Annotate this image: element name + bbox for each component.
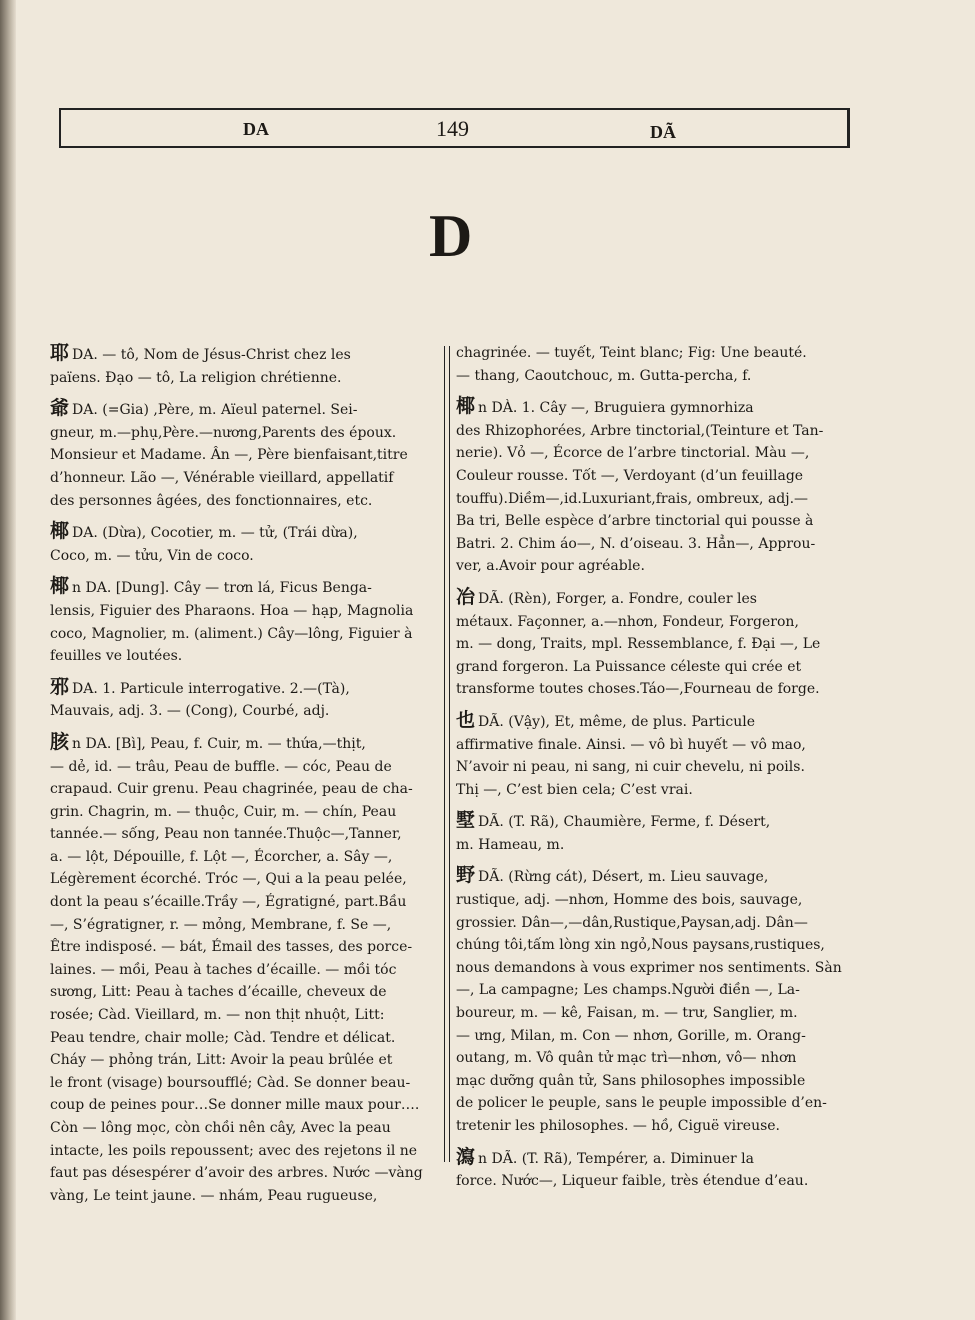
entry-text: outang, m. Vô quân tử mạc trì—nhơn, vô— nhơn xyxy=(456,1050,797,1067)
entry-text: Monsieur et Madame. Ân —, Père bienfaisant,titre xyxy=(50,447,408,464)
dictionary-entry xyxy=(50,342,442,389)
entry-line xyxy=(50,1027,442,1050)
entry-line xyxy=(456,611,852,634)
entry-line xyxy=(456,779,852,802)
entry-text: m. — dong, Traits, mpl. Ressemblance, f. Đại —, Le xyxy=(456,636,821,653)
entry-line xyxy=(456,912,852,935)
entry-line xyxy=(456,1070,852,1093)
entry-text: lensis, Figuier des Pharaons. Hoa — hạp, Magnolia xyxy=(50,602,414,619)
entry-text: — ưng, Milan, m. Con — nhơn, Gorille, m. Orang- xyxy=(456,1027,806,1044)
entry-line xyxy=(456,488,852,511)
entry-line xyxy=(50,891,442,914)
column-divider xyxy=(444,346,450,1162)
entry-text: —, La campagne; Les champs.Người điền —, La- xyxy=(456,982,800,999)
entry-text: affirmative finale. Ainsi. — vô bì huyết — vô mao, xyxy=(456,736,806,753)
entry-line xyxy=(50,981,442,1004)
dictionary-entry xyxy=(50,731,442,1207)
entry-line xyxy=(50,575,442,600)
entry-line xyxy=(456,957,852,980)
entry-text: Còn — lông mọc, còn chồi nên cây, Avec la peau xyxy=(50,1120,391,1136)
entry-line xyxy=(50,645,442,668)
header-right-word: DÃ xyxy=(650,122,676,142)
entry-line xyxy=(456,834,852,857)
entry-line xyxy=(50,936,442,959)
entry-text: rustique, adj. —nhơn, Homme des bois, sauvage, xyxy=(456,892,803,909)
entry-text: tretenir les philosophes. — hồ, Ciguë vireuse. xyxy=(456,1118,781,1134)
entry-text: Couleur rousse. Tốt —, Verdoyant (d’un feuillage xyxy=(456,467,804,484)
entry-text: le front (visage) boursoufflé; Càd. Se donner beau- xyxy=(50,1074,411,1091)
entry-line xyxy=(456,934,852,957)
entry-text: DÃ. (Rèn), Forger, a. Fondre, couler les xyxy=(478,590,757,607)
entry-line xyxy=(456,1047,852,1070)
entry-text: nous demandons à vous exprimer nos sentiments. Sàn xyxy=(456,959,842,976)
entry-line xyxy=(456,395,852,420)
entry-text: DA. 1. Particule interrogative. 2.—(Tà), xyxy=(72,680,350,697)
dictionary-entry xyxy=(456,342,852,387)
headword-character: 野 xyxy=(456,864,476,887)
header-left-word: DA xyxy=(243,119,269,139)
entry-text: chagrinée. — tuyết, Teint blanc; Fig: Une beauté. xyxy=(456,345,807,361)
entry-line xyxy=(456,1170,852,1193)
entry-text: a. — lột, Dépouille, f. Lột —, Écorcher, a. Sây —, xyxy=(50,848,393,865)
entry-text: transforme toutes choses.Táo—,Fourneau de forge. xyxy=(456,681,820,698)
entry-text: mạc dưỡng quân tử, Sans philosophes impossible xyxy=(456,1072,806,1089)
dictionary-entry xyxy=(456,809,852,856)
entry-text: N’avoir ni peau, ni sang, ni cuir chevelu, ni poils. xyxy=(456,759,805,776)
entry-text: touffu).Diềm—,id.Luxuriant,frais, ombreux, adj.— xyxy=(456,490,809,507)
entry-line xyxy=(50,1004,442,1027)
entry-text: Mauvais, adj. 3. — (Cong), Courbé, adj. xyxy=(50,703,330,720)
entry-text: m. Hameau, m. xyxy=(456,836,565,853)
entry-line xyxy=(50,367,442,390)
entry-line xyxy=(50,1162,442,1185)
entry-text: nerie). Vỏ —, Écorce de l’arbre tinctorial. Màu —, xyxy=(456,445,810,462)
entry-line xyxy=(50,467,442,490)
entry-text: ver, a.Avoir pour agréable. xyxy=(456,558,645,575)
entry-line xyxy=(456,465,852,488)
entry-text: DÃ. (Vậy), Et, même, de plus. Particule xyxy=(478,713,756,730)
entry-line xyxy=(456,864,852,889)
dictionary-entry xyxy=(50,397,442,512)
entry-text: DÃ. (T. Rã), Chaumière, Ferme, f. Désert, xyxy=(478,814,771,831)
entry-line xyxy=(50,444,442,467)
entry-text: Être indisposé. — bát, Émail des tasses, des porce- xyxy=(50,939,413,956)
entry-line xyxy=(50,490,442,513)
entry-text: n DÃ. (T. Rã), Tempérer, a. Diminuer la xyxy=(478,1150,755,1167)
entry-text: Légèrement écorché. Tróc —, Qui a la peau pelée, xyxy=(50,871,407,888)
entry-text: de policer le peuple, sans le peuple impossible d’en- xyxy=(456,1095,827,1112)
entry-line xyxy=(50,623,442,646)
entry-line xyxy=(456,365,852,388)
entry-text: crapaud. Cuir grenu. Peau chagrinée, peau de cha- xyxy=(50,781,413,798)
entry-text: feuilles ve loutées. xyxy=(50,648,183,665)
entry-text: dont la peau s’écaille.Trầy —, Égratigné, part.Bầu xyxy=(50,894,407,911)
entry-line xyxy=(50,868,442,891)
entry-line xyxy=(50,846,442,869)
entry-line xyxy=(50,801,442,824)
entry-line xyxy=(50,520,442,545)
entry-line xyxy=(50,778,442,801)
entry-line xyxy=(50,959,442,982)
entry-text: DA. — tô, Nom de Jésus-Christ chez les xyxy=(72,347,351,363)
dictionary-entry xyxy=(50,676,442,723)
section-letter: D xyxy=(429,203,473,269)
dictionary-entry xyxy=(50,575,442,667)
left-column xyxy=(50,342,442,1213)
entry-text: métaux. Façonner, a.—nhơn, Fondeur, Forgeron, xyxy=(456,613,799,630)
headword-character: 胲 xyxy=(50,730,70,753)
entry-text: intacte, les poils repoussent; avec des rejetons il ne xyxy=(50,1142,418,1159)
dictionary-entry xyxy=(456,864,852,1137)
headword-character: 瀉 xyxy=(456,1145,476,1168)
entry-text: d’honneur. Lão —, Vénérable vieillard, appellatif xyxy=(50,469,394,486)
entry-line xyxy=(456,420,852,443)
dictionary-entry xyxy=(456,395,852,578)
entry-line xyxy=(456,1025,852,1048)
entry-line xyxy=(456,342,852,365)
entry-text: boureur, m. — kê, Faisan, m. — trư, Sanglier, m. xyxy=(456,1005,798,1022)
entry-line xyxy=(50,700,442,723)
entry-text: DA. (Dừa), Cocotier, m. — tử, (Trái dừa), xyxy=(72,525,358,542)
entry-line xyxy=(456,586,852,611)
entry-text: DA. (=Gia) ,Père, m. Aïeul paternel. Sei- xyxy=(72,402,358,419)
entry-text: force. Nước—, Liqueur faible, très étendue d’eau. xyxy=(456,1173,809,1190)
entry-text: grossier. Dân—,—dân,Rustique,Paysan,adj. Dân— xyxy=(456,914,808,931)
entry-text: vàng, Le teint jaune. — nhám, Peau rugueuse, xyxy=(50,1187,378,1204)
entry-line xyxy=(456,756,852,779)
entry-text: Ba tri, Belle espèce d’arbre tinctorial qui pousse à xyxy=(456,513,814,530)
entry-line xyxy=(456,633,852,656)
entry-line xyxy=(456,1002,852,1025)
entry-text: laines. — mồi, Peau à taches d’écaille. — mồi tóc xyxy=(50,961,397,978)
entry-line xyxy=(50,914,442,937)
entry-text: — dẻ, id. — trâu, Peau de buffle. — cóc, Peau de xyxy=(50,758,392,775)
entry-line xyxy=(50,545,442,568)
entry-line xyxy=(50,1117,442,1140)
entry-text: —, S’égratigner, r. — mỏng, Membrane, f. Se —, xyxy=(50,916,392,933)
entry-line xyxy=(456,1146,852,1171)
dictionary-entry xyxy=(456,586,852,701)
entry-text: — thang, Caoutchouc, m. Gutta-percha, f. xyxy=(456,367,752,384)
entry-text: n DA. [Dung]. Cây — trơn lá, Ficus Benga- xyxy=(72,580,372,597)
entry-text: faut pas désespérer d’avoir des arbres. Nước —vàng xyxy=(50,1165,423,1182)
headword-character: 椰 xyxy=(50,575,70,598)
entry-text: sương, Litt: Peau à taches d’écaille, cheveux de xyxy=(50,984,387,1001)
entry-text: grin. Chagrin, m. — thuộc, Cuir, m. — chín, Peau xyxy=(50,803,397,820)
entry-text: rosée; Càd. Vieillard, m. — non thịt nhuột, Litt: xyxy=(50,1007,385,1024)
headword-character: 椰 xyxy=(50,520,70,543)
entry-text: DÃ. (Rừng cát), Désert, m. Lieu sauvage, xyxy=(478,869,769,886)
entry-text: Peau tendre, chair molle; Càd. Tendre et délicat. xyxy=(50,1029,396,1046)
entry-text: Thị —, C’est bien cela; C’est vrai. xyxy=(456,781,693,798)
entry-text: Coco, m. — tửu, Vin de coco. xyxy=(50,547,254,564)
entry-text: des Rhizophorées, Arbre tinctorial,(Teinture et Tan- xyxy=(456,422,824,439)
running-header xyxy=(59,108,850,148)
entry-line xyxy=(456,1092,852,1115)
entry-line xyxy=(456,442,852,465)
entry-line xyxy=(50,1072,442,1095)
entry-text: coup de peines pour…Se donner mille maux pour…. xyxy=(50,1097,420,1114)
entry-text: Cháy — phỏng trán, Litt: Avoir la peau brûlée et xyxy=(50,1052,393,1069)
entry-line xyxy=(50,731,442,756)
entry-line xyxy=(456,533,852,556)
dictionary-entry xyxy=(456,709,852,801)
entry-line xyxy=(456,678,852,701)
entry-line xyxy=(456,510,852,533)
entry-text: chúng tôi,tấm lòng xin ngỏ,Nous paysans,rustiques, xyxy=(456,937,825,954)
entry-line xyxy=(50,756,442,779)
right-column xyxy=(456,342,852,1199)
entry-text: grand forgeron. La Puissance céleste qui crée et xyxy=(456,658,802,675)
entry-line xyxy=(50,1094,442,1117)
entry-line xyxy=(456,1115,852,1138)
entry-text: n DÀ. 1. Cây —, Bruguiera gymnorhiza xyxy=(478,400,754,417)
page-number: 149 xyxy=(436,116,469,141)
entry-line xyxy=(456,656,852,679)
entry-text: coco, Magnolier, m. (aliment.) Cây—lông, Figuier à xyxy=(50,625,413,642)
entry-line xyxy=(50,676,442,701)
entry-line xyxy=(50,600,442,623)
headword-character: 墅 xyxy=(456,809,476,832)
headword-character: 冶 xyxy=(456,585,476,608)
entry-line xyxy=(50,422,442,445)
book-spine-shadow xyxy=(0,0,16,1320)
entry-line xyxy=(50,1140,442,1163)
headword-character: 爺 xyxy=(50,397,70,420)
entry-line xyxy=(456,889,852,912)
entry-text: des personnes âgées, des fonctionnaires, etc. xyxy=(50,492,373,509)
entry-line xyxy=(50,1185,442,1208)
entry-text: Batri. 2. Chim áo—, N. d’oiseau. 3. Hẳn—, Approu- xyxy=(456,535,816,552)
headword-character: 椰 xyxy=(456,395,476,418)
dictionary-entry xyxy=(50,520,442,567)
entry-text: n DA. [Bì], Peau, f. Cuir, m. — thứa,—thịt, xyxy=(72,735,366,752)
entry-line xyxy=(50,823,442,846)
entry-text: gneur, m.—phụ,Père.—nương,Parents des époux. xyxy=(50,424,397,441)
entry-line xyxy=(50,397,442,422)
entry-line xyxy=(456,809,852,834)
dictionary-entry xyxy=(456,1146,852,1193)
entry-line xyxy=(456,555,852,578)
headword-character: 也 xyxy=(456,708,476,731)
headword-character: 耶 xyxy=(50,342,70,364)
headword-character: 邪 xyxy=(50,675,70,698)
entry-line xyxy=(50,1049,442,1072)
entry-line xyxy=(456,734,852,757)
entry-text: tannée.— sống, Peau non tannée.Thuộc—,Tanner, xyxy=(50,826,402,843)
entry-text: païens. Đạo — tô, La religion chrétienne. xyxy=(50,369,342,386)
entry-line xyxy=(456,979,852,1002)
entry-line xyxy=(456,709,852,734)
entry-line xyxy=(50,342,442,367)
